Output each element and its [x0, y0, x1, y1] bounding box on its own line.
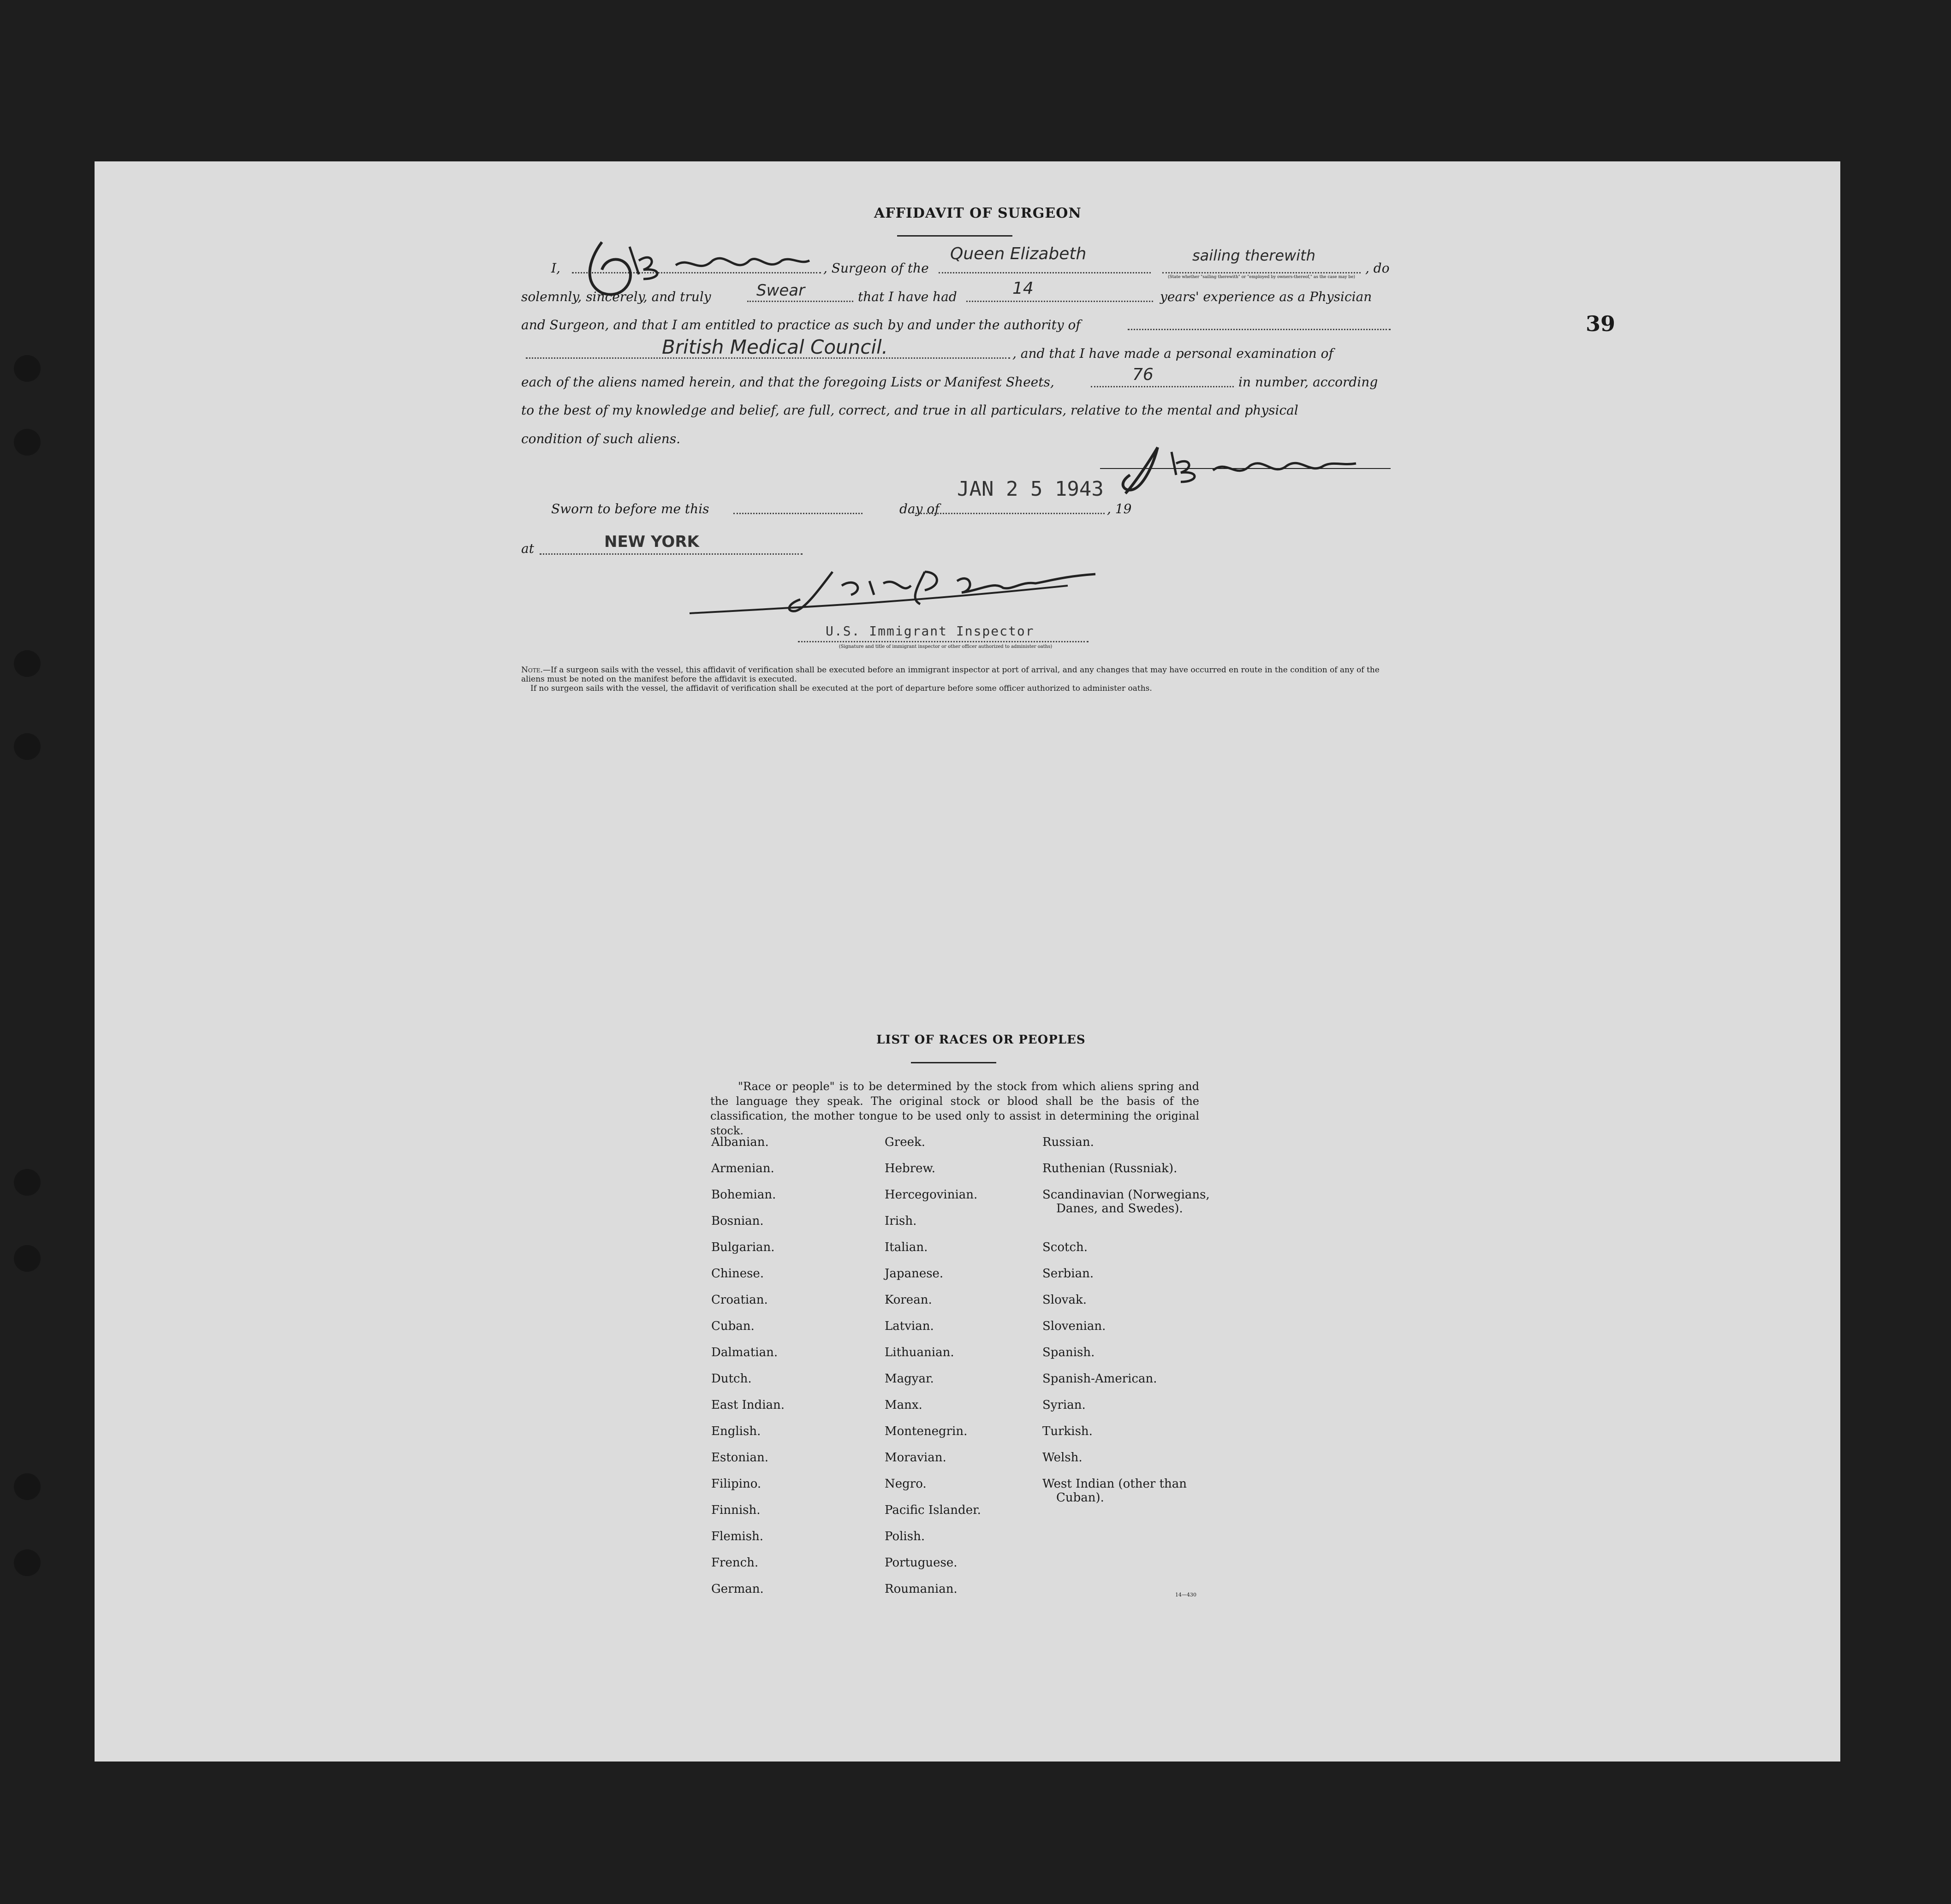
race-item: Bohemian. [711, 1188, 776, 1202]
race-item: Syrian. [1042, 1398, 1086, 1412]
text-year-19: , 19 [1107, 501, 1132, 516]
race-item: East Indian. [711, 1398, 785, 1412]
race-item: Croatian. [711, 1293, 768, 1307]
races-intro [710, 1079, 1199, 1138]
sailing-note: (State whether "sailing therewith" or "employed by owners-thereof," as the case may be) [1167, 275, 1356, 279]
text-knowledge-belief: to the best of my knowledge and belief, are full, correct, and true in all particulars, relative to the mental and physical [521, 403, 1298, 418]
punch-hole [14, 650, 41, 677]
punch-hole [14, 1473, 41, 1500]
race-item: Polish. [885, 1530, 925, 1543]
races-title: LIST OF RACES OR PEOPLES [876, 1033, 1086, 1047]
punch-hole [14, 733, 41, 760]
vessel-name: Queen Elizabeth [950, 244, 1087, 263]
text-in-number: in number, according [1238, 374, 1378, 390]
text-at: at [521, 541, 534, 556]
sheets-count: 76 [1132, 365, 1154, 384]
oath-line [747, 301, 853, 302]
vessel-name-line [939, 272, 1151, 273]
text-that-i-have-had: that I have had [858, 289, 957, 304]
race-item: Hercegovinian. [885, 1188, 978, 1202]
race-item: Hebrew. [885, 1162, 935, 1175]
race-item [1042, 1477, 1210, 1530]
race-item: Irish. [885, 1214, 917, 1228]
punch-hole [14, 429, 41, 456]
race-item: Serbian. [1042, 1267, 1094, 1281]
location-stamp: NEW YORK [604, 533, 699, 551]
inspector-caption: (Signature and title of immigrant inspector or other officer authorized to administer oaths) [839, 644, 1053, 649]
race-item: Dalmatian. [711, 1346, 778, 1359]
race-item: Dutch. [711, 1372, 752, 1386]
text-condition: condition of such aliens. [521, 431, 681, 446]
race-item: Pacific Islander. [885, 1503, 981, 1517]
race-item: Korean. [885, 1293, 932, 1307]
race-item: Flemish. [711, 1530, 764, 1543]
text-personal-examination: , and that I have made a personal examination of [1012, 346, 1333, 361]
text-i: I, [551, 261, 560, 276]
race-item: Spanish. [1042, 1346, 1095, 1359]
race-item: Finnish. [711, 1503, 761, 1517]
races-column-3 [1042, 1135, 1210, 1530]
races-column-2 [885, 1135, 981, 1608]
sworn-month-line [916, 513, 1105, 514]
authority-line-a [1128, 329, 1391, 330]
race-item-line: Scandinavian (Norwegians, [1042, 1188, 1210, 1202]
inspector-title: U.S. Immigrant Inspector [826, 623, 1035, 639]
races-title-rule [911, 1062, 996, 1063]
race-item: Chinese. [711, 1267, 764, 1281]
text-sworn: Sworn to before me this [551, 501, 709, 516]
race-item: Latvian. [885, 1319, 934, 1333]
form-number: 14—430 [1175, 1592, 1196, 1598]
race-item: Cuban. [711, 1319, 755, 1333]
text-authority: and Surgeon, and that I am entitled to practice as such by and under the authority of [521, 317, 1081, 332]
race-item: Greek. [885, 1135, 925, 1149]
race-item: Montenegrin. [885, 1424, 968, 1438]
text-day-of: day of [899, 501, 940, 516]
race-item: Albanian. [711, 1135, 769, 1149]
race-item: Estonian. [711, 1451, 768, 1465]
punch-hole [14, 1169, 41, 1196]
race-item: Russian. [1042, 1135, 1094, 1149]
page-number: 39 [1586, 311, 1616, 336]
text-do: , do [1365, 261, 1390, 276]
race-item: Welsh. [1042, 1451, 1083, 1465]
surgeon-signature-line [1100, 468, 1391, 469]
title-rule [897, 235, 1012, 237]
note-text-2: If no surgeon sails with the vessel, the affidavit of verification shall be executed at the port of departure before some officer authorized to administer oaths. [530, 684, 1152, 693]
race-item: Roumanian. [885, 1582, 958, 1596]
note-text-1: —If a surgeon sails with the vessel, this affidavit of verification shall be executed before an immigrant inspector at port of arrival, and any changes that may have occurred en route in the condition of any of the aliens must be noted on the manifest before the affidavit is executed. [521, 665, 1380, 684]
sailing-status: sailing therewith [1192, 247, 1315, 264]
note-label: Note. [521, 665, 543, 675]
race-item: Magyar. [885, 1372, 934, 1386]
race-item: Turkish. [1042, 1424, 1093, 1438]
punch-hole [14, 1245, 41, 1272]
race-item: German. [711, 1582, 764, 1596]
race-item: Negro. [885, 1477, 927, 1491]
race-item: Bosnian. [711, 1214, 764, 1228]
sworn-day-line [733, 513, 862, 514]
punch-hole [14, 355, 41, 382]
race-item-line: Danes, and Swedes). [1056, 1202, 1183, 1216]
race-item-line: West Indian (other than [1042, 1477, 1187, 1491]
location-line [540, 553, 803, 555]
authority-value: British Medical Council. [662, 336, 888, 358]
race-item: Manx. [885, 1398, 922, 1412]
race-item: French. [711, 1556, 759, 1570]
race-item: Spanish-American. [1042, 1372, 1157, 1386]
text-manifest-sheets: each of the aliens named herein, and that the foregoing Lists or Manifest Sheets, [521, 374, 1054, 390]
race-item-line: Cuban). [1056, 1491, 1104, 1505]
years-value: 14 [1012, 279, 1034, 298]
race-item: Slovak. [1042, 1293, 1087, 1307]
inspector-signature [680, 563, 1105, 618]
affidavit-note [521, 665, 1391, 693]
inspector-signature-line [798, 641, 1089, 642]
text-solemnly: solemnly, sincerely, and truly [521, 289, 711, 304]
years-line [966, 301, 1153, 302]
affidavit-title: AFFIDAVIT OF SURGEON [874, 205, 1082, 221]
text-surgeon-of-the: , Surgeon of the [823, 261, 929, 276]
race-item: Lithuanian. [885, 1346, 954, 1359]
date-stamp: JAN 2 5 1943 [957, 477, 1104, 501]
race-item: Portuguese. [885, 1556, 958, 1570]
race-item: Ruthenian (Russniak). [1042, 1162, 1178, 1175]
race-item: Japanese. [885, 1267, 944, 1281]
oath-word: Swear [756, 281, 805, 300]
race-item: Bulgarian. [711, 1240, 775, 1254]
races-column-1 [711, 1135, 785, 1608]
sheets-count-line [1091, 386, 1234, 387]
sailing-status-line [1162, 272, 1361, 273]
race-item: Slovenian. [1042, 1319, 1106, 1333]
race-item: Filipino. [711, 1477, 761, 1491]
races-intro-text: "Race or people" is to be determined by the stock from which aliens spring and the language they speak. The original stock or blood shall be the basis of the classification, the mother tongue to be used only to assist in determining the original stock. [710, 1080, 1199, 1137]
text-years-experience: years' experience as a Physician [1160, 289, 1372, 304]
punch-hole [14, 1549, 41, 1576]
race-item: Scotch. [1042, 1240, 1088, 1254]
race-item: English. [711, 1424, 761, 1438]
surgeon-signature-2 [1116, 438, 1356, 503]
race-item: Italian. [885, 1240, 928, 1254]
race-item: Moravian. [885, 1451, 946, 1465]
race-item [1042, 1188, 1210, 1240]
race-item: Armenian. [711, 1162, 774, 1175]
